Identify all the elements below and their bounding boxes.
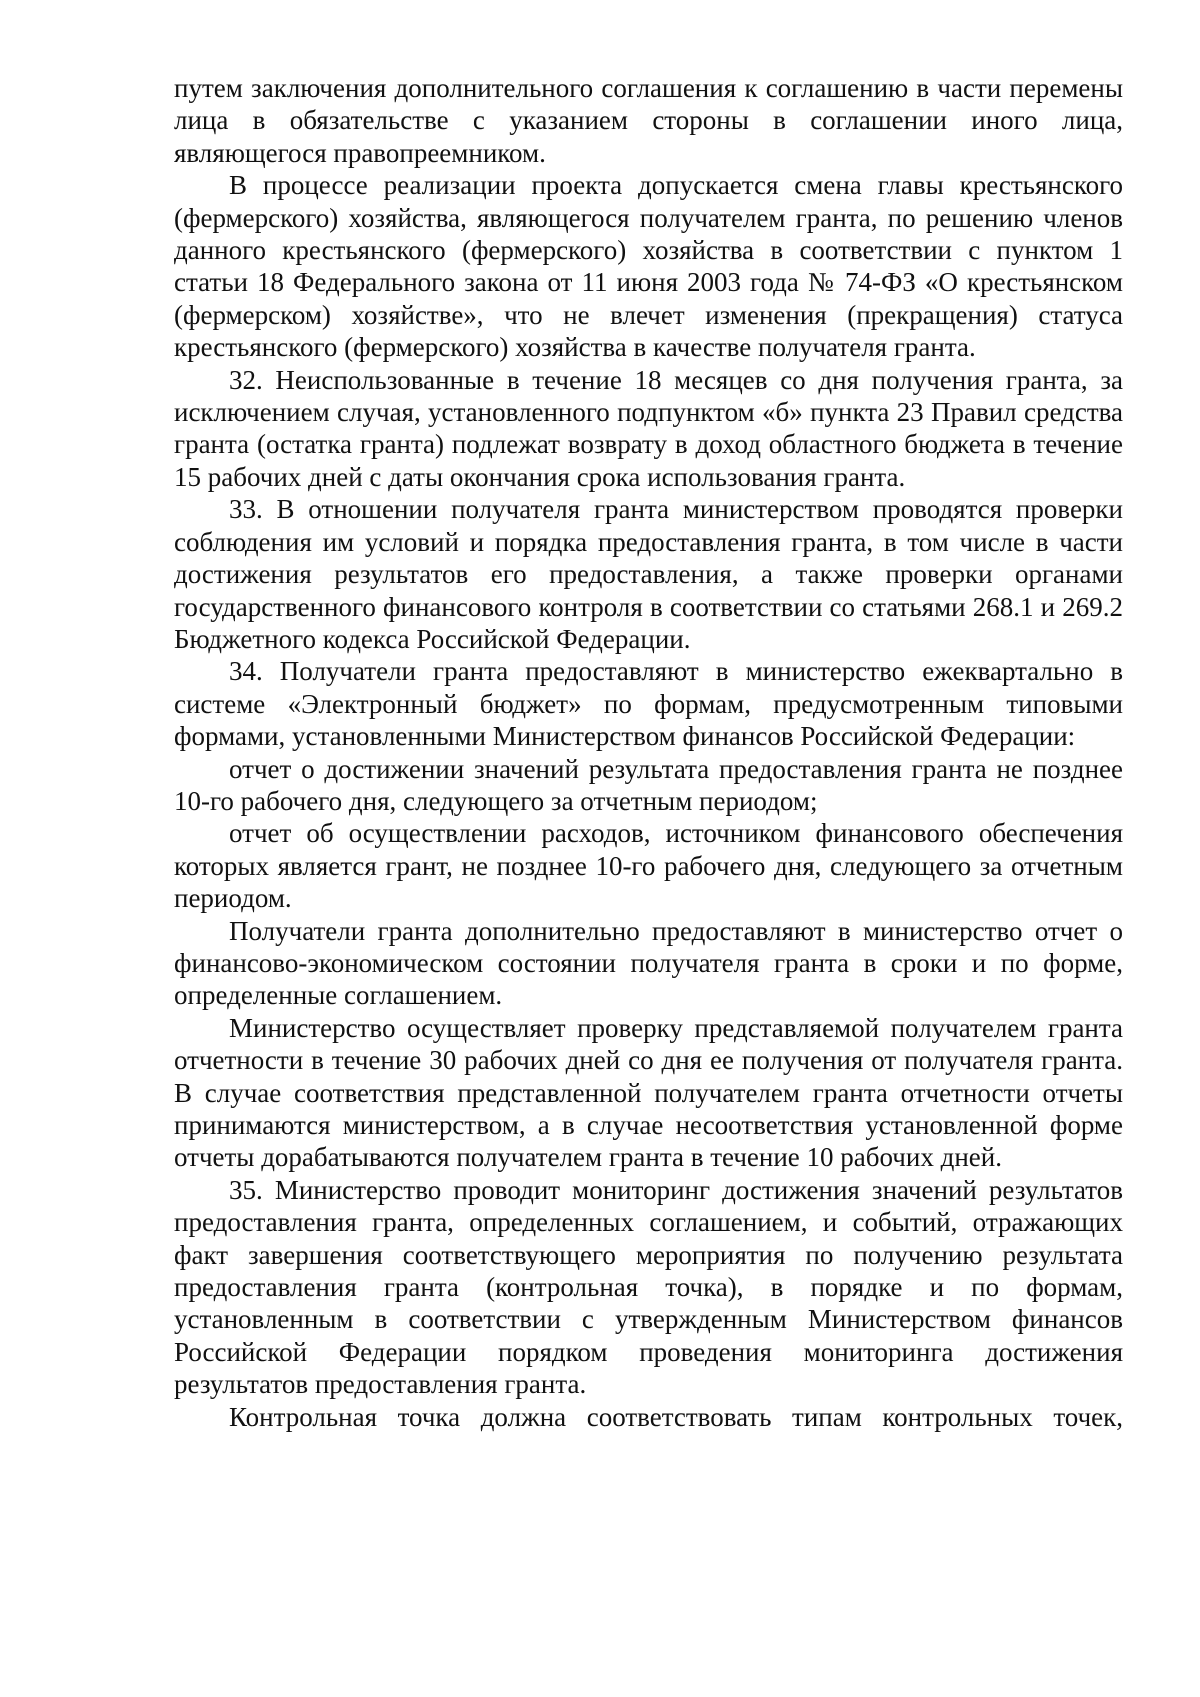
paragraph-control-point: Контрольная точка должна соответствовать типам контрольных точек, bbox=[229, 1401, 1123, 1432]
paragraph-32: 32. Неиспользованные в течение 18 месяцев со дня получения гранта, за исключением случая, установленного подпунктом «б» пункта 23 Правил средства гранта (остатка гранта) подлежат возврату в доход областного бюджета в течение 15 рабочих дней с даты окончания срока использования гранта. bbox=[174, 364, 1123, 492]
paragraph-35: 35. Министерство проводит мониторинг достижения значений результатов предоставления гранта, определенных соглашением, и событий, отражающих факт завершения соответствующего мероприятия по получению результата предоставления гранта (контрольная точка), в порядке и по формам, установленным в соответствии с утвержденным Министерством финансов Российской Федерации порядком проведения мониторинга достижения результатов предоставления гранта. bbox=[174, 1174, 1123, 1400]
paragraph-34: 34. Получатели гранта предоставляют в министерство ежеквартально в системе «Электронный бюджет» по формам, предусмотренным типовыми формами, установленными Министерством финансов Российской Федерации: bbox=[174, 656, 1123, 752]
paragraph-33: 33. В отношении получателя гранта министерством проводятся проверки соблюдения им условий и порядка предоставления гранта, в том числе в части достижения результатов его предоставления, а также проверки органами государственного финансового контроля в соответствии со статьями 268.1 и 269.2 Бюджетного кодекса Российской Федерации. bbox=[174, 494, 1123, 654]
paragraph-report-results: отчет о достижении значений результата предоставления гранта не позднее 10-го рабочего дня, следующего за отчетным периодом; bbox=[174, 753, 1123, 816]
paragraph-financial-report: Получатели гранта дополнительно предоставляют в министерство отчет о финансово-экономическом состоянии получателя гранта в сроки и по форме, определенные соглашением. bbox=[174, 915, 1123, 1011]
paragraph-continuation: путем заключения дополнительного соглашения к соглашению в части перемены лица в обязательстве с указанием стороны в соглашении иного лица, являющегося правопреемником. bbox=[174, 73, 1123, 168]
paragraph-report-check: Министерство осуществляет проверку представляемой получателем гранта отчетности в течение 30 рабочих дней со дня ее получения от получателя гранта. В случае соответствия представленной получателем гранта отчетности отчеты принимаются министерством, а в случае несоответствия установленной форме отчеты дорабатываются получателем гранта в течение 10 рабочих дней. bbox=[174, 1012, 1123, 1173]
paragraph-report-expenses: отчет об осуществлении расходов, источником финансового обеспечения которых является грант, не позднее 10-го рабочего дня, следующего за отчетным периодом. bbox=[174, 818, 1123, 914]
paragraph-head-change: В процессе реализации проекта допускается смена главы крестьянского (фермерского) хозяйства, являющегося получателем гранта, по решению членов данного крестьянского (фермерского) хозяйства в соответствии с пунктом 1 статьи 18 Федерального закона от 11 июня 2003 года № 74-ФЗ «О крестьянском (фермерском) хозяйстве», что не влечет изменения (прекращения) статуса крестьянского (фермерского) хозяйства в качестве получателя гранта. bbox=[174, 170, 1123, 363]
document-page bbox=[174, 72, 1123, 1433]
